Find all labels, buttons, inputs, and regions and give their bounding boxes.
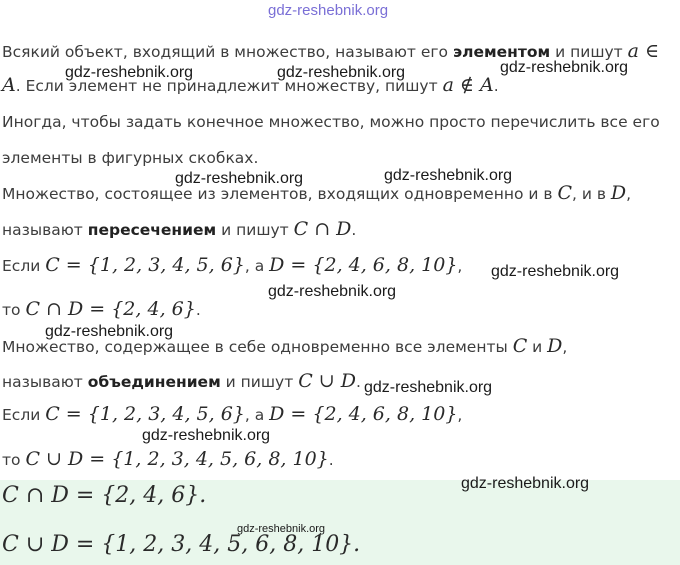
text: , а	[244, 406, 270, 424]
math-set-c: C = {1, 2, 3, 4, 5, 6}	[45, 254, 245, 276]
example-2-line-2	[2, 448, 334, 470]
text: и пишут	[550, 43, 628, 61]
text: .	[493, 77, 499, 95]
math-intersection-result: C ∩ D = {2, 4, 6}	[25, 298, 196, 320]
watermark: gdz-reshebnik.org	[364, 379, 493, 396]
text: называют	[2, 373, 88, 391]
text: ,	[626, 185, 632, 203]
math-union-result: C ∪ D = {1, 2, 3, 4, 5, 6, 8, 10}	[25, 448, 329, 470]
text: .	[355, 373, 361, 391]
watermark: gdz-reshebnik.org	[65, 64, 194, 81]
math-set-d: D = {2, 4, 6, 8, 10}	[269, 254, 458, 276]
text: Множество, состоящее из элементов, входящих одновременно и в	[2, 185, 558, 203]
text: .	[351, 221, 357, 239]
math-a-not-in-a: a ∉ A	[442, 74, 494, 96]
watermark: gdz-reshebnik.org	[277, 64, 406, 81]
text: ,	[562, 338, 568, 356]
math-c: C	[557, 182, 572, 204]
math-d: D	[547, 335, 563, 357]
text: Если	[2, 257, 46, 275]
answer-intersection: C ∩ D = {2, 4, 6}.	[2, 483, 207, 508]
text: .	[328, 451, 334, 469]
watermark: gdz-reshebnik.org	[175, 170, 304, 187]
union-def-line-2	[2, 370, 361, 392]
answer-union: C ∪ D = {1, 2, 3, 4, 5, 6, 8, 10}.	[2, 532, 361, 557]
example-1-line-2	[2, 298, 201, 320]
text: , и в	[571, 185, 611, 203]
example-2-line-1	[2, 403, 462, 425]
math-set-a: A	[2, 74, 16, 96]
example-1-line-1	[2, 254, 462, 276]
finite-set-line-1: Иногда, чтобы задать конечное множество, можно просто перечислить все его	[2, 113, 660, 131]
watermark: gdz-reshebnik.org	[500, 59, 629, 76]
watermark: gdz-reshebnik.org	[45, 323, 174, 340]
text: Множество, содержащее в себе одновременно все элементы	[2, 338, 513, 356]
watermark: gdz-reshebnik.org	[461, 475, 590, 492]
text: Если	[2, 406, 46, 424]
intersection-def-line-2	[2, 218, 356, 240]
text: . Если элемент не принадлежит множеству, пишут	[15, 77, 443, 95]
text: и пишут	[220, 373, 299, 391]
finite-set-line-2: элементы в фигурных скобках.	[2, 149, 259, 167]
watermark: gdz-reshebnik.org	[268, 283, 397, 300]
watermark: gdz-reshebnik.org	[384, 167, 513, 184]
text: ,	[457, 406, 463, 424]
text: и	[527, 338, 548, 356]
math-d: D	[610, 182, 627, 204]
text: то	[2, 451, 26, 469]
text: Всякий объект, входящий в множество, называют его	[2, 43, 453, 61]
math-c-cup-d: C ∪ D	[298, 370, 356, 392]
math-set-c: C = {1, 2, 3, 4, 5, 6}	[45, 403, 245, 425]
term-intersection: пересечением	[87, 221, 217, 239]
term-union: объединением	[87, 373, 221, 391]
math-c-cap-d: C ∩ D	[293, 218, 352, 240]
math-set-d: D = {2, 4, 6, 8, 10}	[269, 403, 458, 425]
watermark: gdz-reshebnik.org	[268, 2, 389, 19]
math-c: C	[512, 335, 528, 357]
watermark: gdz-reshebnik.org	[142, 427, 271, 444]
intersection-def-line-1	[2, 182, 631, 204]
term-element: элементом	[452, 43, 551, 61]
text: , а	[244, 257, 270, 275]
text: называют	[2, 221, 88, 239]
text: то	[2, 301, 26, 319]
text: ,	[457, 257, 463, 275]
math-a-in: a ∈	[627, 40, 660, 62]
watermark: gdz-reshebnik.org	[491, 263, 620, 280]
text: .	[195, 301, 201, 319]
watermark: gdz-reshebnik.org	[237, 523, 326, 535]
text: и пишут	[216, 221, 294, 239]
